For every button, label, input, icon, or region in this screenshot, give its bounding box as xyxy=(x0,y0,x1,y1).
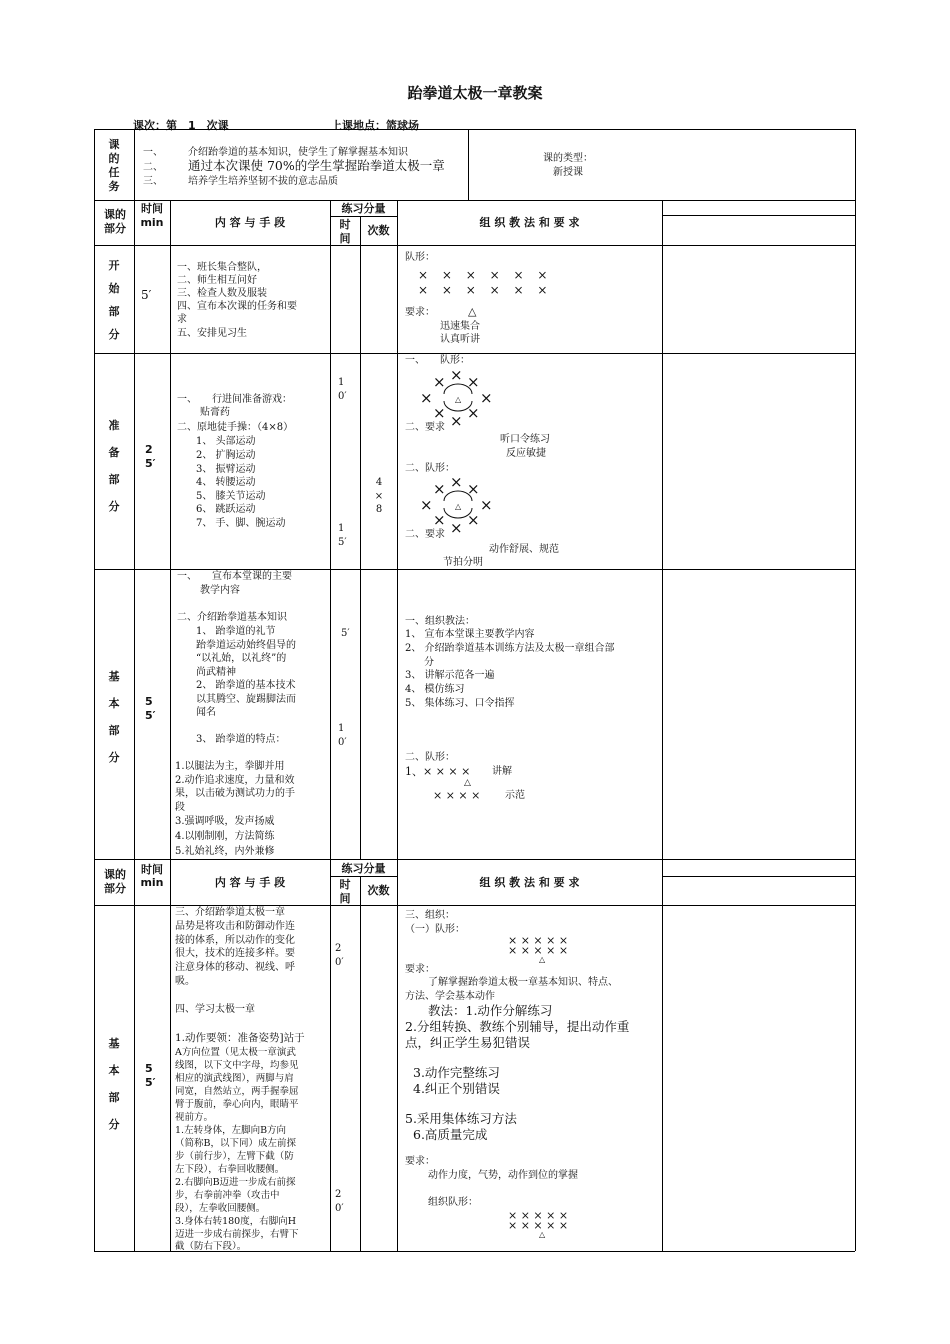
lesson-type-value: 新授课 xyxy=(553,167,583,178)
start-req-2: 认真听讲 xyxy=(440,334,480,345)
header-2-part: 课的部分 xyxy=(104,868,126,895)
page-title: 跆拳道太极一章教案 xyxy=(407,84,543,102)
svg-text:×: × xyxy=(420,389,433,407)
prep-req-1-b: 反应敏捷 xyxy=(506,448,546,459)
basic-1-practice-time-1: 5′ xyxy=(341,628,350,639)
header-time: 时间min xyxy=(140,202,164,229)
svg-text:×: × xyxy=(433,373,446,391)
basic-1-label: 基本部分 xyxy=(108,670,120,764)
header-2-time: 时间min xyxy=(140,863,164,889)
prep-req-2-label: 二、要求 xyxy=(405,529,445,540)
start-req-1: 迅速集合 xyxy=(440,321,480,332)
svg-text:×: × xyxy=(467,480,480,498)
prep-req-2-a: 动作舒展、规范 xyxy=(489,544,559,555)
svg-text:×: × xyxy=(433,404,446,422)
basic-2-teacher-triangle-1: △ xyxy=(539,955,546,964)
basic-2-formation-2-row-2: × × × × × xyxy=(508,1219,569,1232)
basic-2-method-3b: 4.纠正个别错误 xyxy=(413,1081,500,1096)
basic-1-practice-time-2: 10′ xyxy=(338,723,347,748)
basic-2-req2-label: 要求： xyxy=(405,1156,435,1167)
start-formation-row-2: × × × × × × xyxy=(418,283,553,297)
basic-1-formation-talk: 讲解 xyxy=(492,766,512,777)
header-practice-count: 次数 xyxy=(367,224,390,237)
basic-2-req-2: 方法、学会基本动作 xyxy=(405,991,495,1002)
basic-2-time: 55′ xyxy=(145,1062,156,1089)
svg-text:△: △ xyxy=(455,395,462,404)
header-practice: 练习分量 xyxy=(341,202,386,215)
svg-text:×: × xyxy=(420,496,433,514)
basic-2-label: 基本部分 xyxy=(108,1037,120,1131)
svg-text:×: × xyxy=(433,480,446,498)
prep-formation-2-label: 二、队形： xyxy=(405,463,455,474)
task-label: 课的任务 xyxy=(108,138,120,193)
task-item-2-num: 二、 xyxy=(143,162,163,173)
prep-req-2-b: 节拍分明 xyxy=(443,557,483,568)
prep-formation-1-label: 一、 队形： xyxy=(405,355,470,366)
start-teacher-triangle: △ xyxy=(468,305,477,318)
basic-1-time: 55′ xyxy=(145,695,156,722)
start-formation-label: 队形： xyxy=(405,252,435,263)
basic-2-method-4a: 5.采用集体练习方法 xyxy=(405,1111,517,1126)
basic-2-req2: 动作力度，气势，动作到位的掌握 xyxy=(428,1170,578,1181)
basic-1-formation-row-2: × × × × xyxy=(433,789,481,802)
basic-2-formation-row-2: × × × × × xyxy=(508,944,569,957)
header-org: 组 织 教 法 和 要 求 xyxy=(479,216,580,229)
prep-practice-time-2: 15′ xyxy=(338,523,347,548)
svg-text:×: × xyxy=(467,511,480,529)
prep-practice-count: 4×8 xyxy=(374,477,384,515)
basic-2-method-3a: 3.动作完整练习 xyxy=(413,1065,500,1080)
svg-text:×: × xyxy=(480,496,493,514)
header-2-practice-time: 时间 xyxy=(339,878,351,905)
prep-label: 准备部分 xyxy=(108,419,120,513)
lesson-type-label: 课的类型： xyxy=(543,153,593,164)
lesson-location: 上课地点：篮球场 xyxy=(331,119,419,132)
start-req-label: 要求： xyxy=(405,307,435,318)
basic-2-org-title: 三、组织： xyxy=(405,910,455,921)
basic-2-method-1: 教法：1.动作分解练习 xyxy=(428,1003,553,1018)
basic-2-formation-label: （一）队形： xyxy=(405,924,465,935)
task-item-1: 介绍跆拳道的基本知识，使学生了解掌握基本知识 xyxy=(188,147,408,158)
svg-text:×: × xyxy=(450,473,463,491)
svg-text:△: △ xyxy=(455,502,462,511)
basic-2-practice-time-2: 20′ xyxy=(335,1189,344,1214)
task-item-1-num: 一、 xyxy=(143,147,163,158)
prep-time: 25′ xyxy=(145,443,156,470)
basic-2-method-2b: 点，纠正学生易犯错误 xyxy=(405,1035,531,1050)
basic-2-practice-time-1: 20′ xyxy=(335,943,344,968)
start-time: 5′ xyxy=(141,288,152,302)
basic-2-req-label: 要求： xyxy=(405,964,435,975)
header-2-content: 内 容 与 手 段 xyxy=(214,876,286,889)
header-2-practice-count: 次数 xyxy=(367,884,390,897)
basic-2-req-1: 了解掌握跆拳道太极一章基本知识、特点、 xyxy=(428,977,618,988)
header-practice-time: 时间 xyxy=(339,218,351,245)
svg-text:×: × xyxy=(450,366,463,384)
svg-text:×: × xyxy=(433,511,446,529)
header-content: 内 容 与 手 段 xyxy=(214,216,286,229)
basic-2-method-4b: 6.高质量完成 xyxy=(413,1127,488,1142)
basic-2-form2-label: 组织队形： xyxy=(428,1197,478,1208)
header-2-org: 组 织 教 法 和 要 求 xyxy=(479,876,580,889)
start-label: 开始部分 xyxy=(108,259,120,341)
header-part: 课的部分 xyxy=(104,208,126,235)
basic-2-method-2a: 2.分组转换、教练个别辅导，提出动作重 xyxy=(405,1019,630,1034)
prep-req-1-label: 二、要求 xyxy=(405,422,445,433)
prep-practice-time-1: 10′ xyxy=(338,377,347,402)
basic-1-formation-row-1: 1、× × × × xyxy=(405,765,471,778)
basic-1-formation-label: 二、队形： xyxy=(405,752,455,763)
header-2-practice: 练习分量 xyxy=(341,862,386,875)
lesson-number: 课次：第 1 次课 xyxy=(133,119,229,132)
start-formation-row-1: × × × × × × xyxy=(418,268,553,282)
task-item-3-num: 三、 xyxy=(143,176,163,187)
task-item-2: 通过本次课使 70%的学生掌握跆拳道太极一章 xyxy=(188,158,445,173)
basic-2-formation-2-row-1: × × × × × xyxy=(508,1209,569,1222)
basic-2-teacher-triangle-2: △ xyxy=(539,1230,546,1239)
svg-text:×: × xyxy=(450,412,463,430)
task-item-3: 培养学生培养坚韧不拔的意志品质 xyxy=(188,176,338,187)
svg-text:×: × xyxy=(480,389,493,407)
basic-2-formation-row-1: × × × × × xyxy=(508,934,569,947)
basic-1-formation-demo: 示范 xyxy=(505,790,525,801)
svg-text:×: × xyxy=(467,404,480,422)
svg-text:×: × xyxy=(450,519,463,537)
prep-req-1-a: 听口令练习 xyxy=(500,434,550,445)
basic-1-teacher-triangle: △ xyxy=(464,778,471,788)
svg-text:×: × xyxy=(467,373,480,391)
